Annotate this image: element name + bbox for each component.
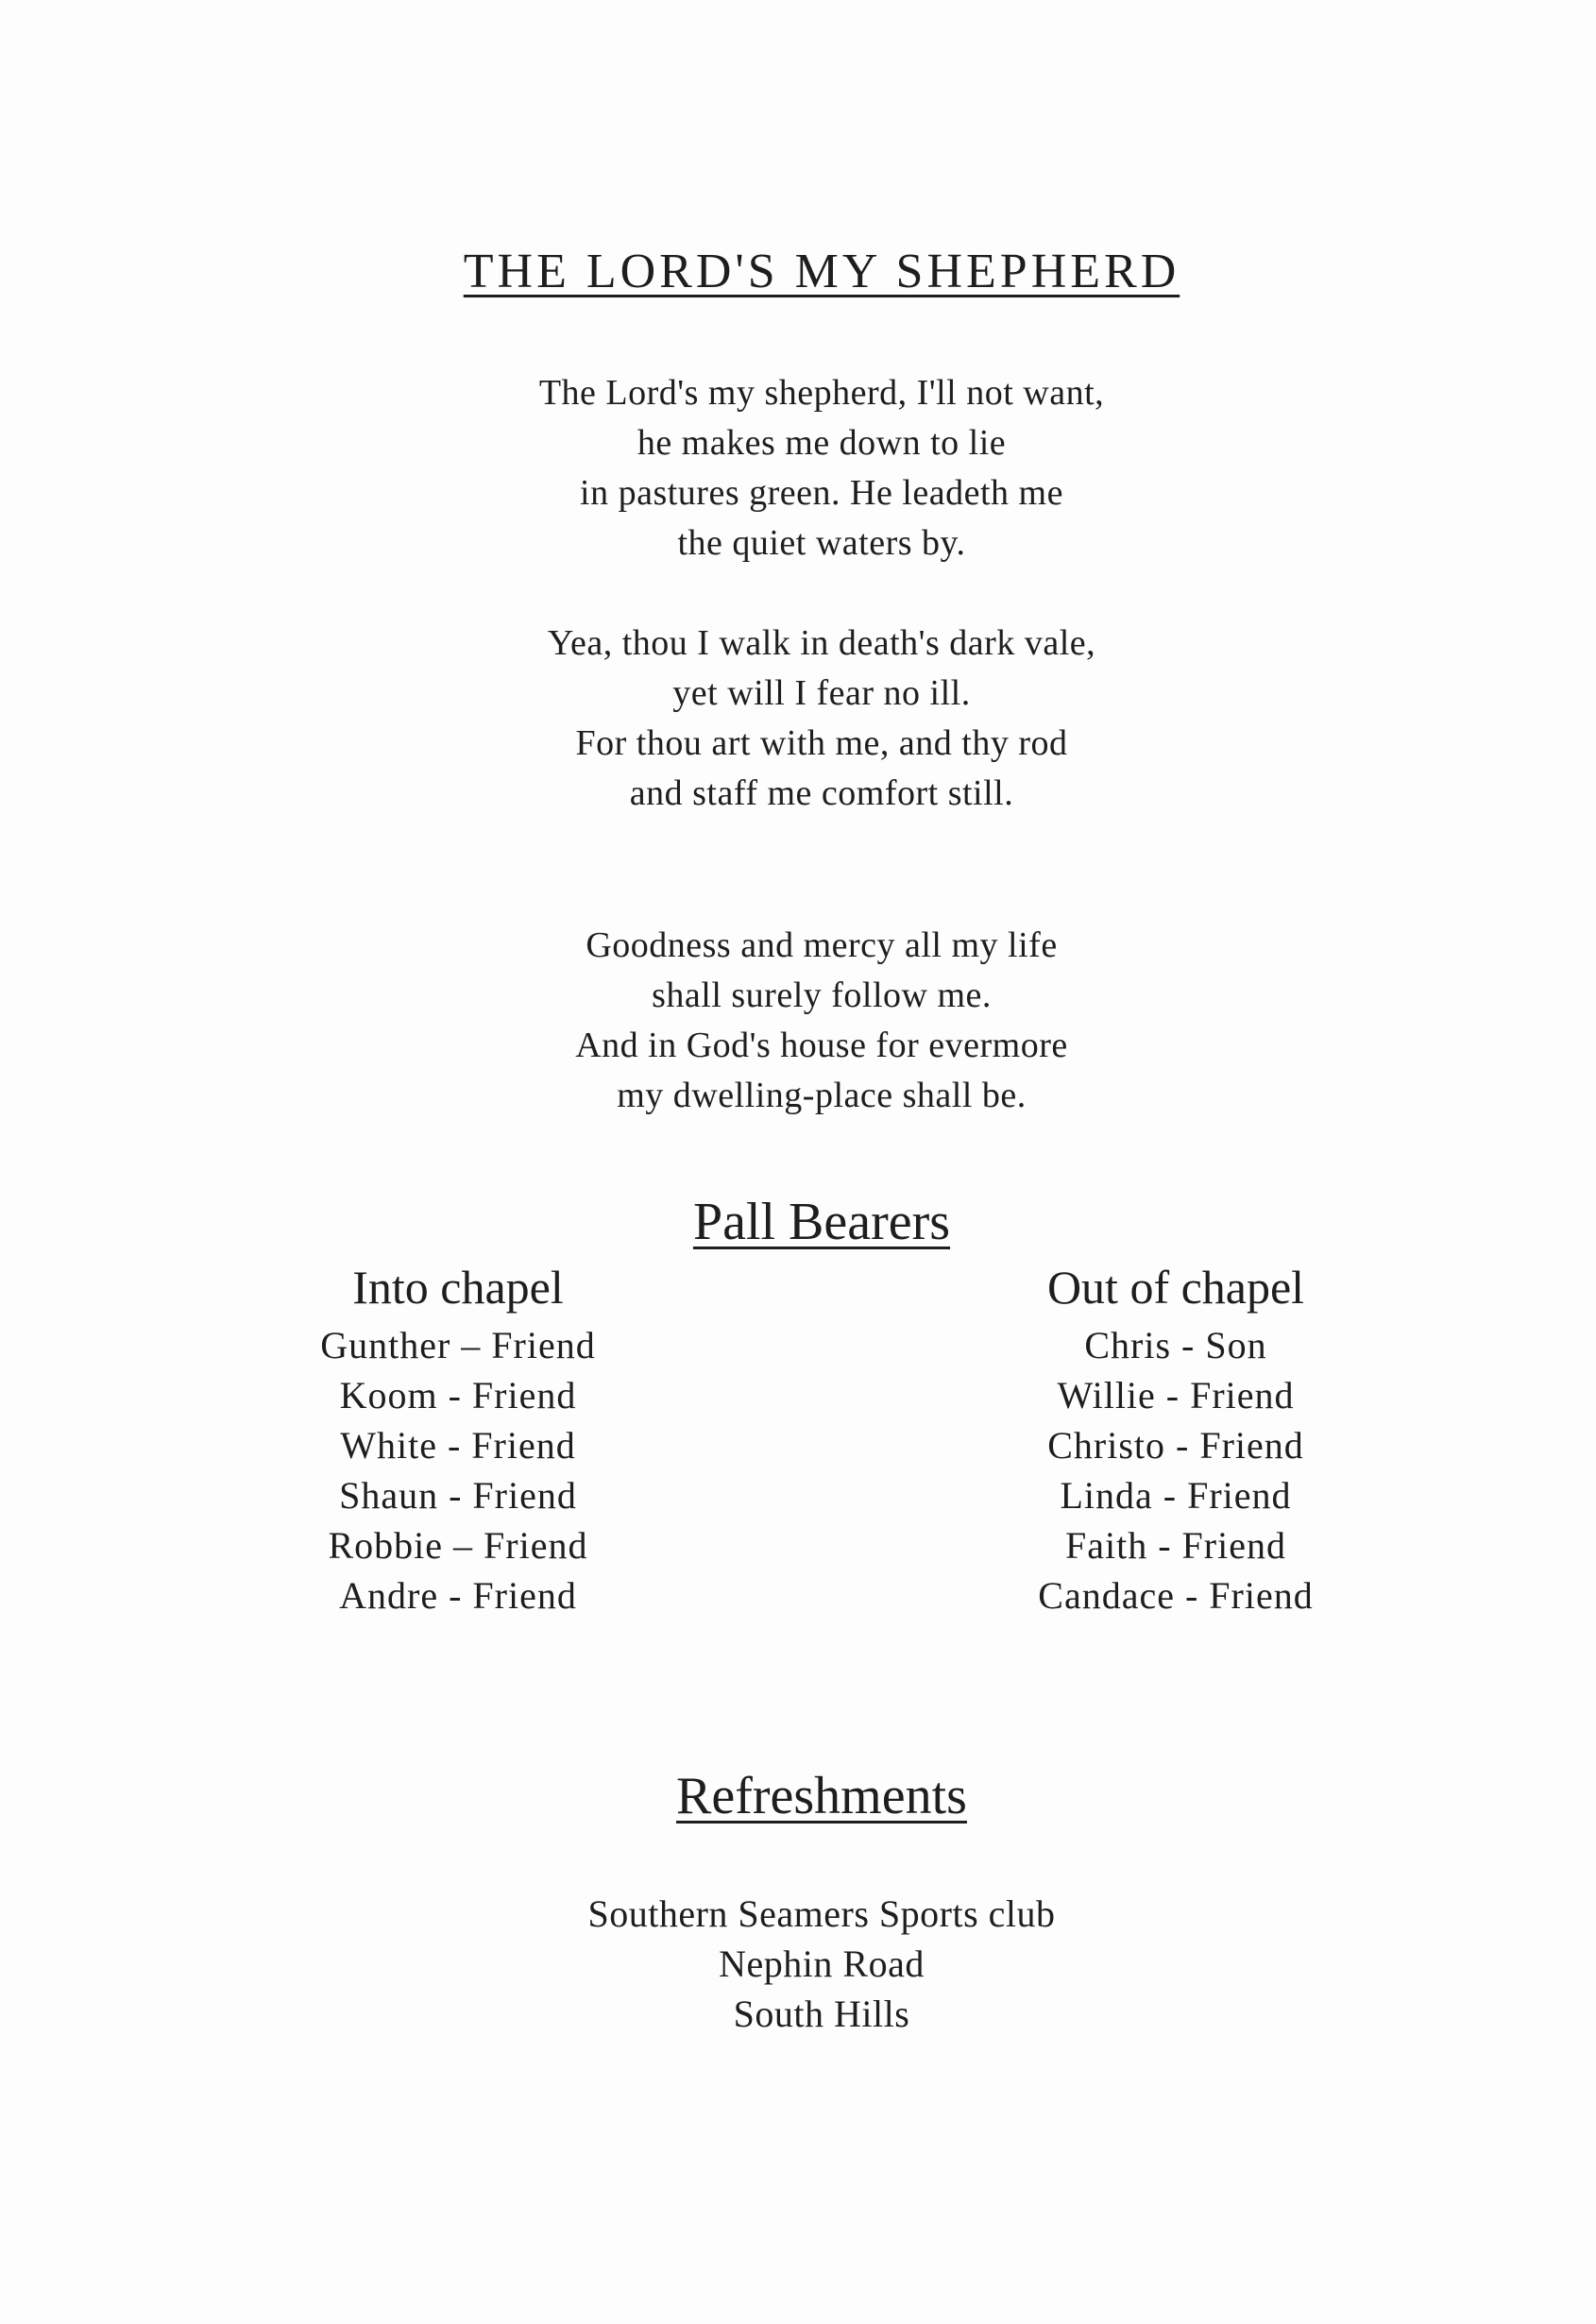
verse-line: Goodness and mercy all my life (586, 925, 1058, 965)
hymn-title: THE LORD'S MY SHEPHERD (463, 245, 1180, 298)
out-of-chapel-heading: Out of chapel (1046, 1261, 1305, 1314)
verse-line: And in God's house for evermore (575, 1026, 1068, 1065)
address-line: Southern Seamers Sports club (587, 1892, 1056, 1935)
verse-line: the quiet waters by. (677, 523, 966, 563)
list-item: Willie - Friend (1057, 1374, 1295, 1416)
list-item: Koom - Friend (339, 1374, 577, 1416)
out-of-chapel-list (930, 1258, 1421, 1620)
hymn-verse-2 (326, 619, 1317, 819)
list-item: Andre - Friend (339, 1574, 577, 1617)
into-chapel-list (212, 1258, 704, 1620)
address-line: South Hills (733, 1993, 910, 2035)
list-item: Linda - Friend (1060, 1474, 1292, 1517)
list-item: Candace - Friend (1038, 1574, 1314, 1617)
refreshments-heading: Refreshments (676, 1767, 967, 1825)
verse-line: he makes me down to lie (637, 423, 1007, 463)
refreshments-address (326, 1889, 1317, 2039)
verse-line: The Lord's my shepherd, I'll not want, (538, 373, 1105, 413)
verse-line: yet will I fear no ill. (672, 673, 971, 713)
list-item: Gunther – Friend (320, 1324, 596, 1366)
hymn-verse-1 (326, 368, 1317, 568)
verse-line: and staff me comfort still. (629, 773, 1014, 813)
verse-line: Yea, thou I walk in death's dark vale, (547, 623, 1096, 663)
into-chapel-heading: Into chapel (352, 1261, 564, 1314)
hymn-verse-3 (326, 921, 1317, 1121)
verse-line: For thou art with me, and thy rod (575, 723, 1068, 763)
address-line: Nephin Road (719, 1942, 925, 1985)
list-item: Chris - Son (1084, 1324, 1267, 1366)
list-item: Faith - Friend (1065, 1524, 1286, 1567)
verse-line: shall surely follow me. (652, 975, 992, 1015)
list-item: Robbie – Friend (328, 1524, 588, 1567)
verse-line: in pastures green. He leadeth me (580, 473, 1063, 513)
list-item: Christo - Friend (1047, 1424, 1304, 1467)
list-item: Shaun - Friend (339, 1474, 577, 1517)
verse-line: my dwelling-place shall be. (617, 1076, 1027, 1115)
list-item: White - Friend (340, 1424, 576, 1467)
pall-bearers-heading: Pall Bearers (692, 1193, 951, 1251)
